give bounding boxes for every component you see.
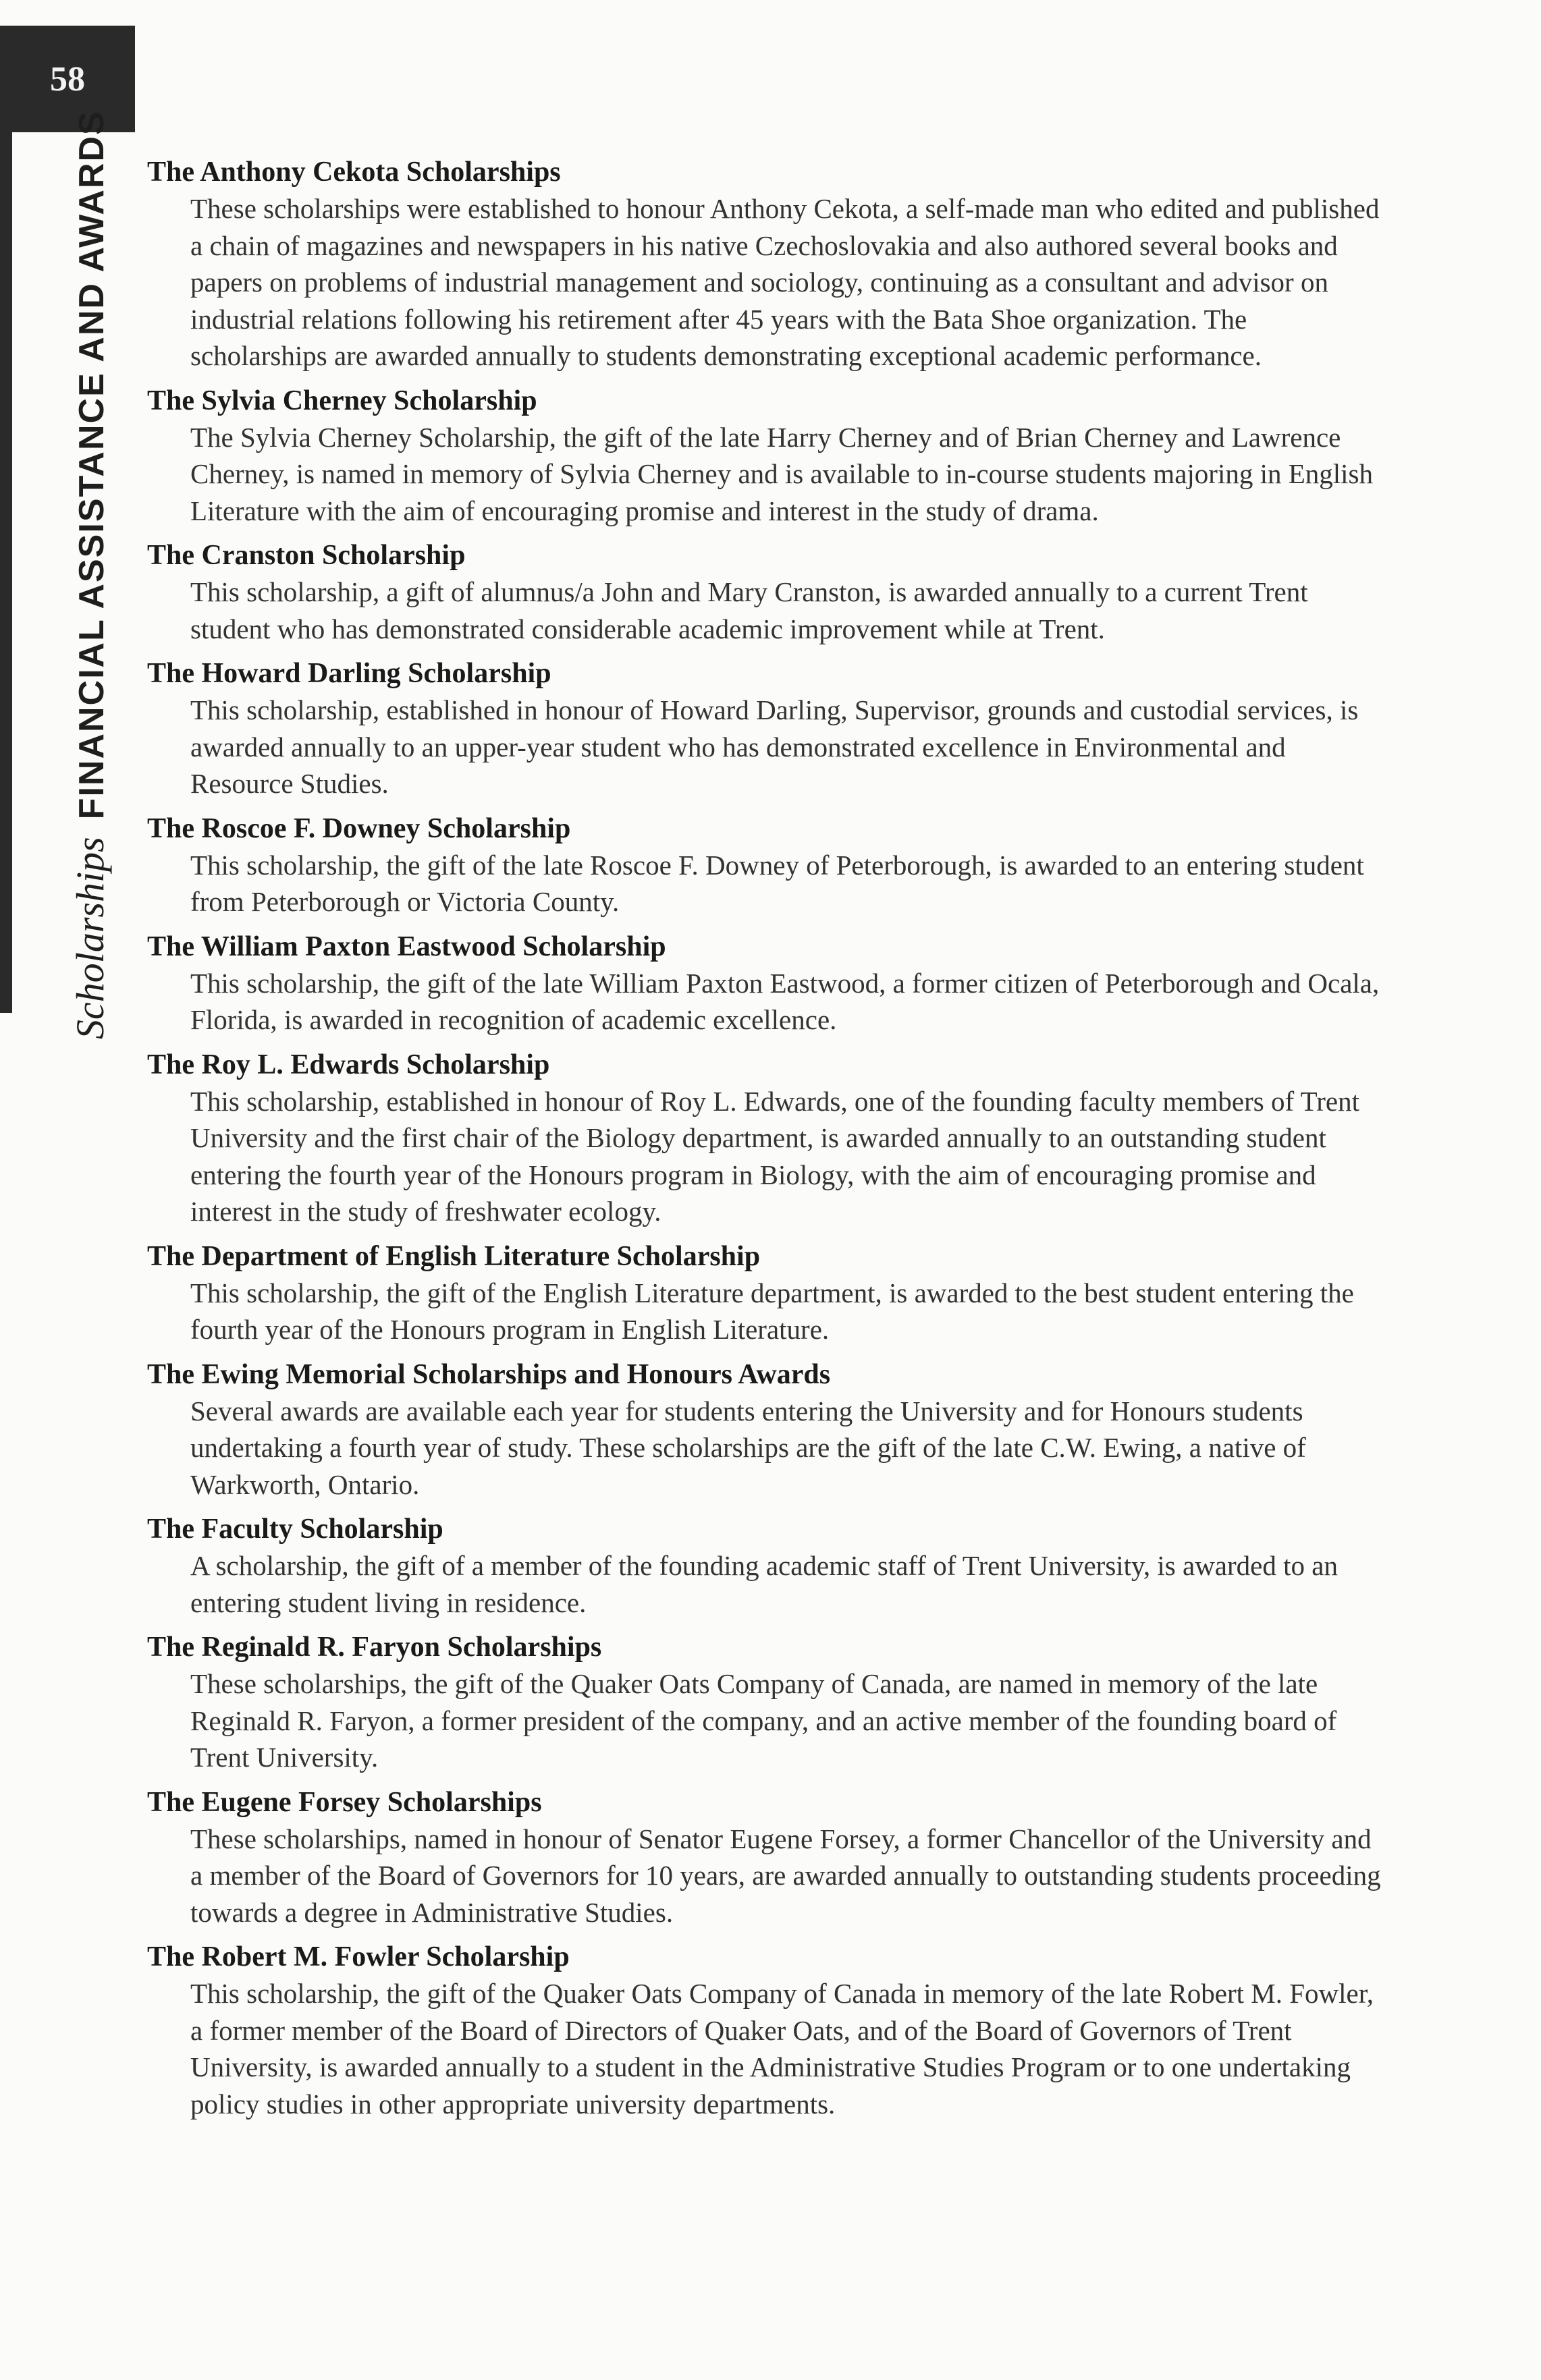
scholarship-title: The Sylvia Cherney Scholarship bbox=[147, 385, 537, 416]
scholarship-description: This scholarship, a gift of alumnus/a John and Mary Cranston, is awarded annually to a current Trent student who has demonstrated considerable academic improvement while at Trent. bbox=[190, 576, 1308, 644]
scholarship-entry bbox=[147, 929, 1382, 1039]
scholarship-title: The Reginald R. Faryon Scholarships bbox=[147, 1632, 602, 1663]
scholarship-entry bbox=[147, 537, 1382, 647]
scholarship-entry bbox=[147, 1511, 1382, 1621]
section-running-title bbox=[67, 110, 113, 1039]
scholarship-description: These scholarships were established to honour Anthony Cekota, a self-made man who edited and published a chain of magazines and newspapers in his native Czechoslovakia and also authored several books and papers on problems of industrial management and sociology, continuing as a consultant and advisor on industrial relations following his retirement after 45 years with the Bata Shoe organization. The scholarships are awarded annually to students demonstrating exceptional academic performance. bbox=[190, 193, 1380, 371]
side-margin-bar bbox=[0, 132, 12, 1013]
scholarship-title: The Ewing Memorial Scholarships and Honours Awards bbox=[147, 1358, 831, 1390]
scholarship-entry bbox=[147, 154, 1382, 375]
scholarship-entry bbox=[147, 383, 1382, 530]
scholarship-entry bbox=[147, 1939, 1382, 2122]
scholarship-description: This scholarship, established in honour of Howard Darling, Supervisor, grounds and custodial services, is awarded annually to an upper-year student who has demonstrated excellence in Environmental and Resource Studies. bbox=[190, 694, 1359, 799]
scholarship-description: A scholarship, the gift of a member of the founding academic staff of Trent University, is awarded to an entering student living in residence. bbox=[190, 1550, 1338, 1618]
scholarship-list bbox=[147, 154, 1382, 2130]
scholarship-title: The Roy L. Edwards Scholarship bbox=[147, 1049, 550, 1080]
scholarship-entry bbox=[147, 1784, 1382, 1931]
scholarship-entry bbox=[147, 1356, 1382, 1503]
section-label-italic: Scholarships bbox=[68, 837, 112, 1039]
scholarship-title: The Faculty Scholarship bbox=[147, 1514, 443, 1545]
scholarship-description: This scholarship, the gift of the Quaker Oats Company of Canada in memory of the late Robert M. Fowler, a former member of the Board of Directors of Quaker Oats, and of the Board of Governors of Trent University, is awarded annually to a student in the Administrative Studies Program or to one undertaking policy studies in other appropriate university departments. bbox=[190, 1978, 1374, 2120]
scholarship-description: This scholarship, established in honour of Roy L. Edwards, one of the founding faculty members of Trent University and the first chair of the Biology department, is awarded annually to an outstanding student entering the fourth year of the Honours program in Biology, with the aim of encouraging promise and interest in the study of freshwater ecology. bbox=[190, 1085, 1359, 1227]
scholarship-title: The Department of English Literature Scholarship bbox=[147, 1240, 761, 1272]
scholarship-description: This scholarship, the gift of the late William Paxton Eastwood, a former citizen of Peterborough and Ocala, Florida, is awarded in recognition of academic excellence. bbox=[190, 967, 1380, 1035]
scholarship-title: The Howard Darling Scholarship bbox=[147, 658, 551, 689]
scholarship-title: The Cranston Scholarship bbox=[147, 540, 466, 571]
scholarship-title: The Eugene Forsey Scholarships bbox=[147, 1786, 542, 1818]
scholarship-title: The Anthony Cekota Scholarships bbox=[147, 157, 561, 188]
scholarship-description: This scholarship, the gift of the late Roscoe F. Downey of Peterborough, is awarded to an entering student from Peterborough or Victoria County. bbox=[190, 849, 1364, 917]
scholarship-description: These scholarships, the gift of the Quaker Oats Company of Canada, are named in memory of the late Reginald R. Faryon, a former president of the company, and an active member of the founding board of Trent University. bbox=[190, 1668, 1337, 1773]
scholarship-description: Several awards are available each year for students entering the University and for Honours students undertaking a fourth year of study. These scholarships are the gift of the late C.W. Ewing, a native of Warkworth, Ontario. bbox=[190, 1395, 1306, 1500]
scholarship-entry bbox=[147, 1047, 1382, 1230]
scholarship-entry bbox=[147, 1629, 1382, 1776]
scholarship-description: This scholarship, the gift of the English Literature department, is awarded to the best student entering the fourth year of the Honours program in English Literature. bbox=[190, 1277, 1354, 1345]
scholarship-title: The William Paxton Eastwood Scholarship bbox=[147, 931, 666, 962]
scholarship-entry bbox=[147, 655, 1382, 802]
scholarship-description: These scholarships, named in honour of Senator Eugene Forsey, a former Chancellor of the University and a member of the Board of Governors for 10 years, are awarded annually to outstanding students proceeding towards a degree in Administrative Studies. bbox=[190, 1823, 1381, 1928]
scholarship-description: The Sylvia Cherney Scholarship, the gift of the late Harry Cherney and of Brian Cherney and Lawrence Cherney, is named in memory of Sylvia Cherney and is available to in-course students majoring in English Literature with the aim of encouraging promise and interest in the study of drama. bbox=[190, 421, 1374, 526]
scholarship-entry bbox=[147, 810, 1382, 920]
scholarship-entry bbox=[147, 1238, 1382, 1348]
section-label-caps: FINANCIAL ASSISTANCE AND AWARDS bbox=[72, 110, 111, 820]
scholarship-title: The Roscoe F. Downey Scholarship bbox=[147, 812, 571, 844]
page-number: 58 bbox=[0, 26, 135, 132]
scholarship-title: The Robert M. Fowler Scholarship bbox=[147, 1941, 570, 1972]
